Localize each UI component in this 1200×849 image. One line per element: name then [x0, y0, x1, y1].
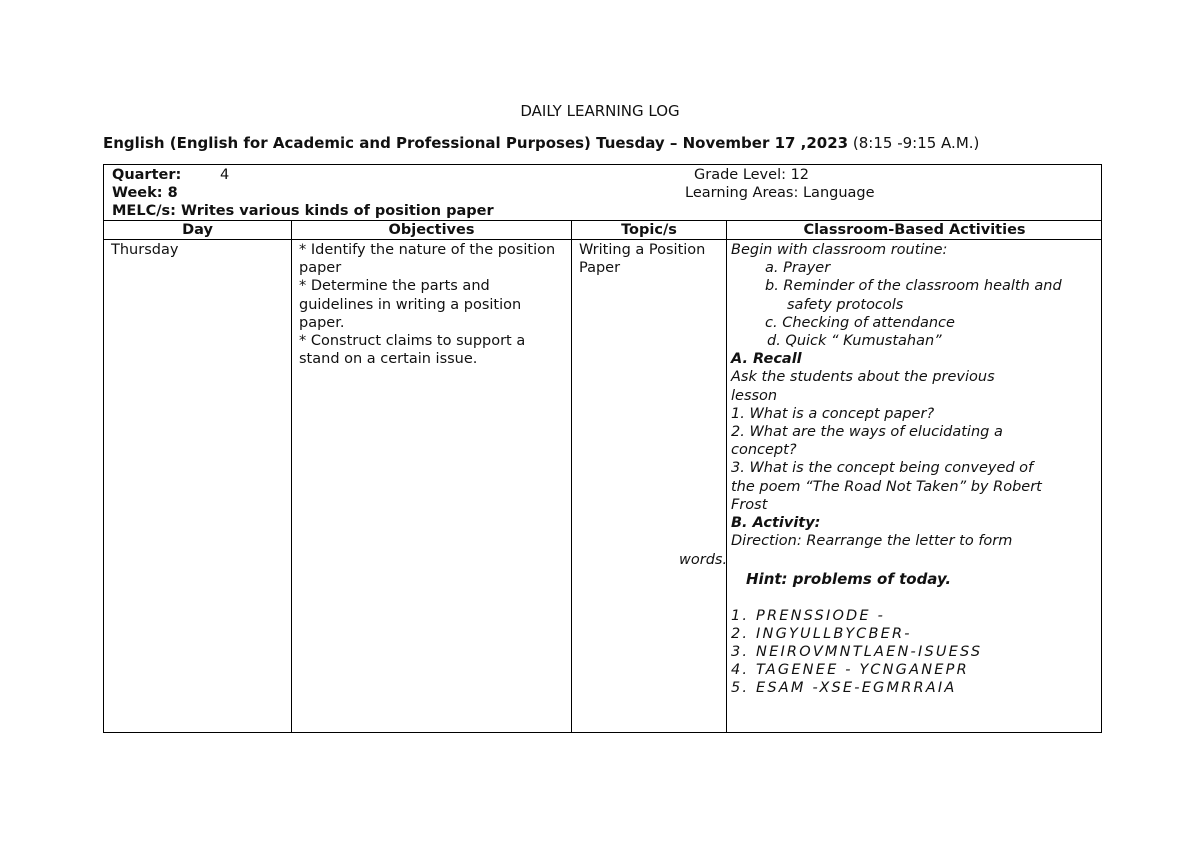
scrambled-item: 1. PRENSSIODE - — [731, 607, 886, 624]
week-label: Week: 8 — [112, 185, 178, 201]
subtitle-time: (8:15 -9:15 A.M.) — [848, 134, 980, 152]
activities-cell — [731, 241, 1099, 698]
blank-line — [731, 589, 1099, 607]
document-title: DAILY LEARNING LOG — [520, 102, 680, 120]
direction-end-word: words. — [679, 552, 728, 568]
column-header-objectives: Objectives — [388, 222, 475, 238]
grade-level: Grade Level: 12 — [694, 167, 810, 183]
recall-question: 1. What is a concept paper? — [731, 405, 935, 422]
routine-item: a. Prayer — [765, 260, 831, 277]
routine-intro: Begin with classroom routine: — [731, 242, 948, 258]
direction-continuation-line — [731, 550, 1099, 568]
routine-item: d. Quick “ Kumustahan” — [767, 333, 942, 350]
activity-hint: Hint: problems of today. — [746, 570, 952, 589]
quarter-label: Quarter: — [112, 167, 182, 183]
scrambled-item: 3. NEIROVMNTLAEN-ISUESS — [731, 644, 983, 661]
recall-line: Ask the students about the previous — [731, 369, 995, 386]
melc-label: MELC/s: Writes various kinds of position paper — [112, 203, 494, 219]
column-divider — [291, 220, 292, 733]
subtitle-course-date: English (English for Academic and Professional Purposes) Tuesday – November 17 ,2023 — [103, 134, 849, 152]
column-divider — [571, 220, 572, 733]
scrambled-item: 2. INGYULLBYCBER- — [731, 625, 912, 642]
activity-heading: B. Activity: — [731, 515, 821, 532]
column-header-divider — [104, 239, 1101, 240]
recall-question: concept? — [731, 442, 797, 459]
column-divider — [726, 220, 727, 733]
objective-item: * Identify the nature of the position paper — [299, 242, 556, 277]
day-cell: Thursday — [111, 242, 179, 258]
learning-areas: Learning Areas: Language — [685, 185, 875, 201]
quarter-value: 4 — [220, 167, 230, 183]
document-subtitle — [103, 134, 979, 152]
column-header-activities: Classroom-Based Activities — [803, 222, 1026, 238]
column-header-day: Day — [182, 222, 213, 238]
learning-log-table — [103, 164, 1102, 733]
routine-item-continued: safety protocols — [787, 296, 904, 313]
scrambled-item: 4. TAGENEE - YCNGANEPR — [731, 662, 969, 679]
objective-item: * Determine the parts and guidelines in writing a position paper. — [299, 278, 522, 331]
objectives-cell — [299, 241, 561, 368]
recall-question: 2. What are the ways of elucidating a — [731, 424, 1003, 441]
topic-cell: Writing a Position Paper — [579, 242, 706, 277]
recall-question: 3. What is the concept being conveyed of — [731, 460, 1034, 477]
recall-line: lesson — [731, 387, 778, 404]
recall-heading: A. Recall — [731, 351, 802, 368]
routine-item: b. Reminder of the classroom health and — [765, 278, 1062, 295]
recall-question: Frost — [731, 496, 768, 513]
routine-item: c. Checking of attendance — [765, 314, 955, 331]
recall-question: the poem “The Road Not Taken” by Robert — [731, 478, 1042, 495]
scrambled-item: 5. ESAM -XSE-EGMRRAIA — [731, 680, 957, 697]
objective-item: * Construct claims to support a stand on a certain issue. — [299, 333, 526, 368]
activity-direction: Direction: Rearrange the letter to form — [731, 533, 1013, 550]
column-header-topics: Topic/s — [621, 222, 677, 238]
